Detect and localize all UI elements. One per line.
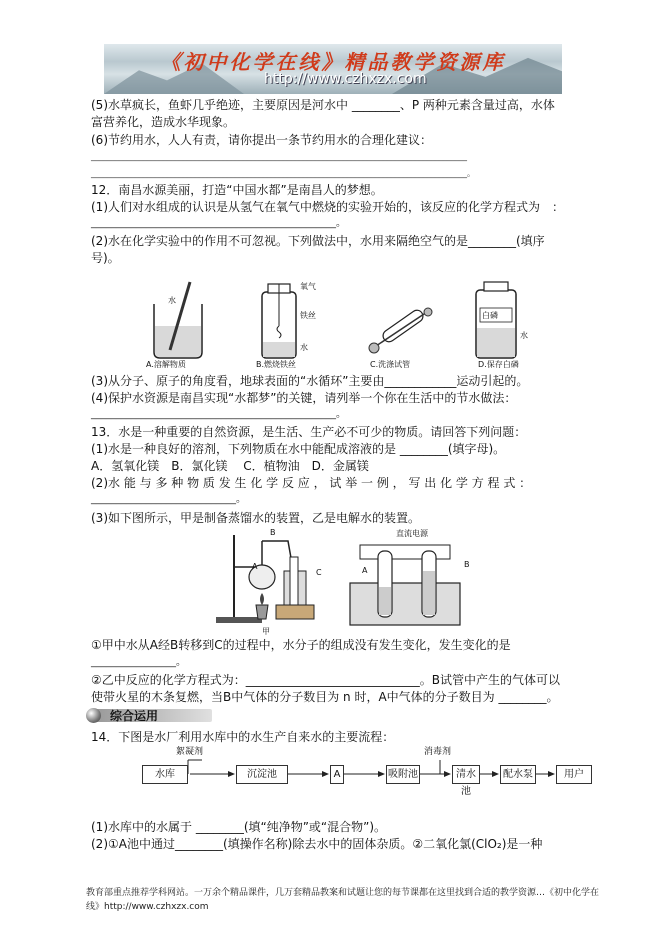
- beaker-a: [154, 282, 202, 358]
- q12-stem: 12．南昌水源美丽，打造“中国水都”是南昌人的梦想。: [91, 183, 383, 197]
- banner-title: 《初中化学在线》精品教学资源库: [160, 50, 506, 74]
- jar-b: [262, 284, 296, 358]
- section-header-title: 综合运用: [110, 709, 159, 723]
- apparatus-figure: [210, 527, 480, 631]
- label-c: C: [316, 568, 322, 577]
- q13-1: (1)水是一种良好的溶剂，下列物质在水中能配成溶液的是 ________(填字母)。: [91, 442, 506, 456]
- flow-arrows: [140, 752, 560, 782]
- label-water-a: 水: [168, 296, 176, 305]
- header-banner: [104, 44, 562, 94]
- q12-3: (3)从分子、原子的角度看，地球表面的“水循环”主要由____________运动引起的。: [91, 374, 529, 388]
- answer-blank[interactable]: _________________________________________________。: [91, 218, 346, 229]
- q13-3-2-line1: ②乙中反应的化学方程式为：_____________________________。B试管中产生的气体可以: [91, 673, 560, 687]
- q12-2-line1: (2)水在化学实验中的作用不可忽视。下列做法中，水用来隔绝空气的是________(填序: [91, 234, 545, 248]
- q13-3-stem: (3)如下图所示，甲是制备蒸馏水的装置，乙是电解水的装置。: [91, 511, 421, 525]
- q12-1-line1: (1)人们对水组成的认识是从氢气在氧气中燃烧的实验开始的，该反应的化学方程式为 ：: [91, 200, 565, 214]
- caption-b: B.燃烧铁丝: [256, 360, 297, 369]
- label-dc-power: 直流电源: [396, 529, 428, 538]
- flow-step-adsorption: 吸附池: [386, 765, 420, 784]
- q14-stem: 14．下图是水厂利用水库中的水生产自来水的主要流程：: [91, 730, 395, 744]
- flow-step-clearwater: 清水池: [452, 765, 480, 784]
- footer-note: 教育部重点推荐学科网站。一万余个精品课件，几万套精品教案和试题让您的每节课都在这里找到合适的教学资源…《初中化学在线》http://www.czhxzx.com: [86, 888, 600, 912]
- flow-step-sedimentation: 沉淀池: [236, 765, 288, 784]
- label-oxygen: 氧气: [300, 282, 316, 291]
- label-white-phosphorus: 白磷: [482, 311, 498, 320]
- test-tube-c: [369, 308, 432, 353]
- label-electrode-b: B: [464, 560, 470, 569]
- flow-step-pump: 配水泵: [500, 765, 536, 784]
- caption-c: C.洗涤试管: [370, 360, 411, 369]
- label-water-b: 水: [300, 343, 308, 352]
- caption-a: A.溶解物质: [146, 360, 186, 369]
- q12-4-line1: (4)保护水资源是南昌实现“水都梦”的关键，请列举一个你在生活中的节水做法：: [91, 391, 517, 405]
- experiment-figure: [140, 270, 540, 370]
- flow-step-a: A: [330, 765, 344, 784]
- flow-label-flocculant: 絮凝剂: [176, 747, 204, 757]
- label-water-d: 水: [520, 331, 528, 340]
- electrolysis-apparatus: [350, 545, 460, 625]
- section-header: [86, 707, 212, 724]
- label-a: A: [252, 562, 258, 571]
- label-iron-wire: 铁丝: [300, 311, 316, 320]
- q14-1: (1)水库中的水属于 ________(填“纯净物”或“混合物”)。: [91, 820, 387, 834]
- answer-blank[interactable]: _________________________________________________。: [91, 409, 346, 420]
- label-b: B: [270, 528, 276, 537]
- flow-step-reservoir: 水库: [142, 765, 188, 784]
- q13-1-options: A．氢氧化镁 B．氯化镁 C．植物油 D．金属镁: [91, 459, 369, 473]
- answer-blank[interactable]: _________________。: [91, 657, 186, 668]
- q11-5-line1: (5)水草疯长，鱼虾几乎绝迹，主要原因是河水中 ________、P 两种元素含量过高，水体: [91, 98, 555, 112]
- q12-2-line2: 号)。: [91, 251, 120, 265]
- answer-blank[interactable]: _____________________________。: [91, 494, 246, 505]
- q11-5-line2: 富营养化，造成水华现象。: [91, 115, 236, 129]
- q13-3-2-line2: 使带火星的木条复燃，当B中气体的分子数目为 n 时，A中气体的分子数目为 ________。: [91, 690, 559, 704]
- section-header-ball-icon: [86, 708, 101, 723]
- q13-2-line1: (2)水 能 与 多 种 物 质 发 生 化 学 反 应 ， 试 举 一 例 ， 写 出 化 学 方 程 式 ：: [91, 476, 532, 490]
- label-electrode-a: A: [362, 566, 368, 575]
- distillation-apparatus: [216, 535, 314, 623]
- q13-stem: 13．水是一种重要的自然资源，是生活、生产必不可少的物质。请回答下列问题：: [91, 425, 527, 439]
- label-jia: 甲: [262, 627, 270, 636]
- q13-3-1-line1: ①甲中水从A经B转移到C的过程中，水分子的组成没有发生变化，发生变化的是: [91, 638, 511, 652]
- answer-blank[interactable]: ______________________________________________________________________________________________: [91, 152, 467, 161]
- flow-label-disinfectant: 消毒剂: [424, 747, 452, 757]
- q11-6-line1: (6)节约用水，人人有责，请你提出一条节约用水的合理化建议：: [91, 133, 433, 147]
- flow-step-user: 用户: [556, 765, 592, 784]
- caption-d: D.保存白磷: [478, 360, 519, 369]
- banner-url[interactable]: http://www.czhxzx.com: [264, 71, 427, 87]
- q14-2-line1: (2)①A池中通过________(填操作名称)除去水中的固体杂质。②二氧化氯(ClO₂)是一种: [91, 837, 543, 851]
- answer-blank[interactable]: ______________________________________________________________________________________________。: [91, 169, 475, 178]
